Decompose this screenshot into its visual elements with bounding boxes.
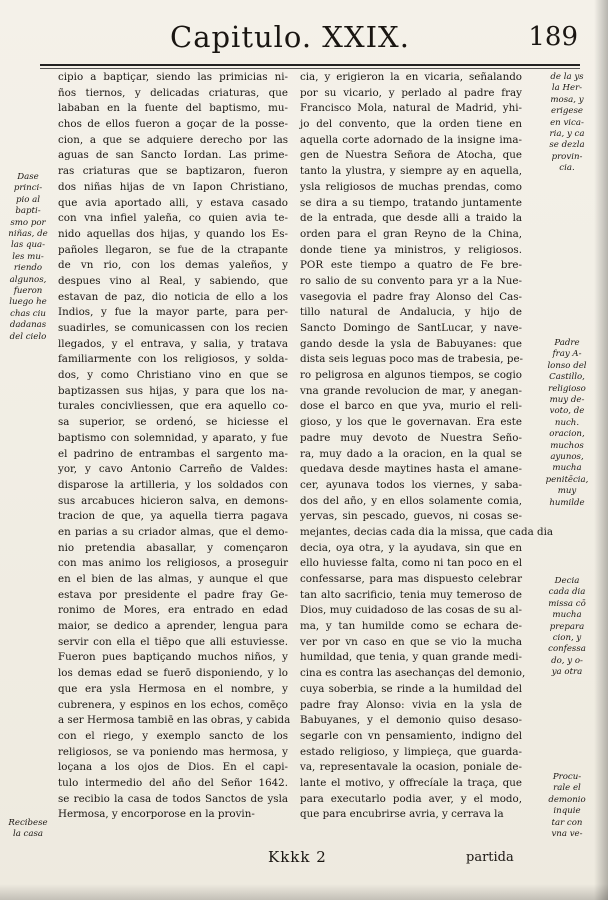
margin-note-line: algunos, xyxy=(9,274,47,285)
margin-note-line: cion, y xyxy=(552,633,582,644)
text-line: a ser Hermosa tambiē en las obras, y cabida xyxy=(58,714,291,727)
text-line: nio pretendia abasallar, y començaron xyxy=(58,541,288,554)
text-line: sa superior, se ordenó, se hiciesse el xyxy=(58,416,288,429)
margin-note-line: bapti- xyxy=(15,206,41,217)
margin-note-line: Padre xyxy=(554,338,580,348)
left-text-column xyxy=(58,70,291,823)
text-line: gioso, y los que le governavan. Era este xyxy=(300,416,522,429)
margin-note-line: muy xyxy=(557,486,577,497)
text-line: yervas, sin pescado, guevos, ni cosas se- xyxy=(300,510,522,523)
margin-note-left-house xyxy=(2,818,54,841)
text-line: para executarlo podia aver, y el modo, xyxy=(300,792,522,805)
text-line: dos del año, y en ellos solamente comia, xyxy=(300,494,522,507)
margin-note-line: vna ve- xyxy=(551,829,583,840)
text-line: con vna infiel yaleña, co quien avia te- xyxy=(58,212,288,225)
text-line: baptizassen sus hijas, y para que los na- xyxy=(58,384,288,397)
text-line: aguas de san Sancto Iordan. Las prime- xyxy=(58,149,288,162)
text-line: en parias a su criador almas, que el demo- xyxy=(58,525,288,538)
text-line: con mas animo los religiosos, a proseguir xyxy=(58,557,288,570)
margin-note-line: de la ys xyxy=(550,72,584,82)
right-text-column xyxy=(300,70,554,823)
text-line: en el bien de las almas, y aunque el que xyxy=(58,573,288,585)
margin-note-left-baptism xyxy=(2,172,54,343)
text-line: ro salio de su convento para yr a la Nue- xyxy=(300,274,522,287)
margin-note-line: Procu- xyxy=(552,772,582,782)
text-line: servir con ella el tiēpo que alli estuviesse. xyxy=(58,635,288,648)
text-line: cer, ayunava todos los viernes, y saba- xyxy=(300,478,522,491)
margin-note-line: Castillo, xyxy=(549,372,585,383)
text-line: lababan en la fuente del baptismo, mu- xyxy=(58,102,288,115)
text-line: se recibio la casa de todos Sanctos de ysla xyxy=(58,792,288,805)
text-line: tulo intermedio del año del Señor 1642. xyxy=(58,776,288,789)
margin-note-line: mucha xyxy=(552,463,582,474)
margin-note-line: muchos xyxy=(550,440,584,451)
margin-note-line: ayunos, xyxy=(550,452,584,463)
margin-note-line: tar con xyxy=(551,817,583,828)
text-line: Indios, y fue la mayor parte, para per- xyxy=(58,306,288,319)
margin-note-line: penitēcia, xyxy=(545,474,589,485)
text-line: quedava desde maytines hasta el amane- xyxy=(300,463,522,476)
text-line: el padrino de entrambas el sargento ma- xyxy=(58,447,288,460)
text-line: lante el motivo, y offrecíale la traça, que xyxy=(300,776,522,789)
text-line: sus arcabuces hicieron salva, en demons- xyxy=(58,494,288,507)
text-line: aquella corte adornado de la insigne ima- xyxy=(300,133,522,146)
text-line: Dios, muy cuidadoso de las cosas de su al- xyxy=(300,604,522,617)
text-line: ra, muy dado a la oracion, en la qual se xyxy=(300,447,522,460)
text-line: loçana a los ojos de Dios. En el capi- xyxy=(58,761,288,774)
text-line: Hermosa, y encorporose en la provin- xyxy=(58,808,255,821)
text-line: cuya soberbia, se rinde a la humildad del xyxy=(300,682,522,695)
margin-note-line: provin- xyxy=(551,151,583,162)
margin-note-line: fray A- xyxy=(552,349,582,360)
margin-note-line: ya otra xyxy=(551,667,583,678)
margin-note-line: princi- xyxy=(13,183,43,194)
text-line: mejantes, decias cada dia la missa, que cada dia xyxy=(300,525,554,538)
page-number: 189 xyxy=(528,22,578,52)
margin-note-line: cada dia xyxy=(548,587,586,598)
margin-note-line: ria, y ca xyxy=(549,129,585,140)
margin-note-line: lonso del xyxy=(547,360,587,371)
text-line: dose el barco en que yva, murio el reli- xyxy=(300,400,522,413)
margin-note-line: dadanas xyxy=(9,320,47,331)
margin-note-line: prepara xyxy=(549,621,585,632)
margin-note-line: Dase xyxy=(17,172,39,182)
text-line: yor, y cavo Antonio Carreño de Valdes: xyxy=(58,463,288,476)
text-line: ronimo de Mores, era entrado en edad xyxy=(58,604,288,617)
margin-note-line: pio al xyxy=(15,194,41,205)
text-line: por su vicario, y perlado al padre fray xyxy=(300,86,522,99)
margin-note-line: rale el xyxy=(553,783,581,794)
margin-note-line: muy de- xyxy=(549,395,585,406)
margin-note-line: confessa xyxy=(548,644,586,655)
text-line: tan alto sacrificio, tenia muy temeroso de xyxy=(300,588,522,601)
margin-note-line: fueron xyxy=(13,286,43,297)
margin-note-line: oracion, xyxy=(549,429,585,440)
text-line: vna grande revolucion de mar, y anegan- xyxy=(300,384,522,397)
text-line: tillo natural de Andalucia, y hijo de xyxy=(300,306,522,319)
margin-note-line: do, y o- xyxy=(551,655,583,666)
margin-note-line: religioso xyxy=(548,383,586,394)
margin-note-line: Decia xyxy=(554,576,580,586)
text-line: de la entrada, que desde alli a traido la xyxy=(300,212,522,225)
text-line: que para encubrirse avria, y cerrava la xyxy=(300,808,504,821)
text-line: se dira a su tiempo, tratando juntamente xyxy=(300,196,522,209)
text-line: pañoles llegaron, se fue de la ctrapante xyxy=(58,243,288,256)
text-line: confessarse, para mas dispuesto celebrar xyxy=(300,573,522,585)
margin-note-line: voto, de xyxy=(549,406,585,417)
text-line: ras criaturas que se baptizaron, fueron xyxy=(58,165,288,178)
margin-note-line: la casa xyxy=(12,829,44,840)
margin-note-line: las qua- xyxy=(10,240,46,251)
text-line: tanto la ylustra, y siempre ay en aquella, xyxy=(300,165,522,178)
text-line: chos de ellos fueron a goçar de la posse- xyxy=(58,118,288,131)
margin-note-line: erigese xyxy=(550,106,584,117)
margin-note-line: luego he xyxy=(9,297,47,308)
text-line: cina es contra las asechanças del demonio, xyxy=(300,667,526,680)
margin-note-line: missa cō xyxy=(548,598,586,609)
text-line: dista seis leguas poco mas de trabesia, pe- xyxy=(300,353,524,366)
margin-note-line: inquie xyxy=(553,806,581,817)
margin-note-line: humilde xyxy=(549,497,585,508)
text-line: con el riego, y exemplo sancto de los xyxy=(58,729,288,742)
text-line: que era ysla Hermosa en el nombre, y xyxy=(58,682,288,695)
page-bottom-shadow xyxy=(0,884,608,900)
text-line: cion, a que se adquiere derecho por las xyxy=(58,133,288,146)
text-line: maior, se dedico a aprender, lengua para xyxy=(58,620,288,633)
text-line: estavan de paz, dio noticia de ello a los xyxy=(58,290,288,303)
text-line: los demas edad se fuerō disponiendo, y lo xyxy=(58,667,288,680)
text-line: orden para el gran Reyno de la China, xyxy=(300,227,522,240)
text-line: ver por vn caso en que se vio la mucha xyxy=(300,635,522,648)
text-line: estado religioso, y limpieça, que guarda- xyxy=(300,745,522,758)
text-line: cipio a baptiçar, siendo las primicias ni- xyxy=(58,71,288,83)
text-line: que avia aportado alli, y estava casado xyxy=(58,196,288,209)
text-line: dos, y como Christiano vino en que se xyxy=(58,369,288,382)
margin-note-line: en vica- xyxy=(550,117,584,128)
text-line: ma, y tan humilde como se echara de- xyxy=(300,620,522,633)
text-line: va, representavale la ocasion, poniale de- xyxy=(300,761,522,774)
signature-mark: Kkkk 2 xyxy=(268,848,327,866)
margin-note-line: nuch. xyxy=(554,417,580,428)
margin-note-line: mosa, y xyxy=(550,94,584,105)
text-line: padre muy devoto de Nuestra Seño- xyxy=(300,431,522,444)
text-line: ello huviesse falta, como ni tan poco en el xyxy=(300,557,522,570)
text-line: gando desde la ysla de Babuyanes: que xyxy=(300,337,522,350)
text-line: ysla religiosos de muchas prendas, como xyxy=(300,180,522,193)
text-line: religiosos, se va poniendo mas hermosa, y xyxy=(58,745,288,758)
text-line: POR este tiempo a quatro de Fe bre- xyxy=(300,259,522,272)
text-line: turales concivliessen, que era aquello co- xyxy=(58,400,288,413)
text-line: disparose la artilleria, y los soldados con xyxy=(58,478,288,491)
margin-note-line: smo por xyxy=(10,217,46,228)
margin-note-line: mucha xyxy=(552,610,582,621)
text-line: baptismo con solemnidad, y aparato, y fue xyxy=(58,431,288,444)
text-line: de vn rio, con los demas yaleños, y xyxy=(58,259,288,272)
text-line: Francisco Mola, natural de Madrid, yhi- xyxy=(300,102,522,115)
margin-note-line: riendo xyxy=(13,263,43,274)
text-line: cubrenera, y espinos en los echos, comēço xyxy=(58,698,288,711)
text-line: gen de Nuestra Señora de Atocha, que xyxy=(300,149,522,162)
text-line: ños tiernos, y delicadas criaturas, que xyxy=(58,86,288,99)
text-line: padre fray Alonso: vivia en la ysla de xyxy=(300,698,522,711)
text-line: despues vino al Real, y sabiendo, que xyxy=(58,274,288,287)
text-line: jo del convento, que la orden tiene en xyxy=(300,118,522,131)
text-line: suadirles, se comunicassen con los recien xyxy=(58,322,288,334)
text-line: Babuyanes, y el demonio quiso desaso- xyxy=(300,714,522,727)
text-line: dos niñas hijas de vn Iapon Christiano, xyxy=(58,180,288,193)
margin-note-line: demonio xyxy=(548,794,586,805)
margin-note-line: la Her- xyxy=(551,83,583,94)
text-line: nido aquellas dos hijas, y quando los Es- xyxy=(58,227,288,240)
margin-note-line: cia. xyxy=(559,163,575,174)
text-line: decia, oya otra, y la ayudava, sin que en xyxy=(300,541,522,554)
margin-note-line: niñas, de xyxy=(8,229,48,240)
page-footer xyxy=(0,846,608,876)
text-line: estava por presidente el padre fray Ge- xyxy=(58,588,288,601)
text-line: vasegovia el padre fray Alonso del Cas- xyxy=(300,290,522,303)
text-line: familiarmente con los religiosos, y solda- xyxy=(58,353,288,366)
text-line: donde tiene ya ministros, y religiosos. xyxy=(300,243,522,256)
margin-note-line: del cielo xyxy=(9,331,47,342)
header-rule xyxy=(40,64,580,66)
margin-note-line: Recibese xyxy=(8,818,48,828)
text-line: segarle con vn pensamiento, indigno del xyxy=(300,729,522,742)
text-line: humildad, que tenia, y quan grande medi- xyxy=(300,651,522,664)
running-title: Capitulo. XXIX. xyxy=(170,20,410,54)
margin-note-line: chas ciu xyxy=(10,308,46,319)
text-line: llegados, y el entrava, y salia, y tratava xyxy=(58,337,288,350)
text-line: cia, y erigieron la en vicaria, señalando xyxy=(300,71,522,83)
text-line: ro peligrosa en algunos tiempos, se cogio xyxy=(300,369,522,382)
header-rule-thin xyxy=(40,68,580,69)
catchword: partida xyxy=(466,850,514,865)
margin-note-line: se dezla xyxy=(549,140,585,151)
text-line: Sancto Domingo de SantLucar, y nave- xyxy=(300,322,522,334)
page-edge-shadow xyxy=(594,0,608,900)
page-header xyxy=(40,16,580,62)
text-line: tracion de que, ya aquella tierra pagava xyxy=(58,510,288,523)
text-line: Fueron pues baptiçando muchos niños, y xyxy=(58,651,288,664)
margin-note-line: les mu- xyxy=(12,251,44,262)
